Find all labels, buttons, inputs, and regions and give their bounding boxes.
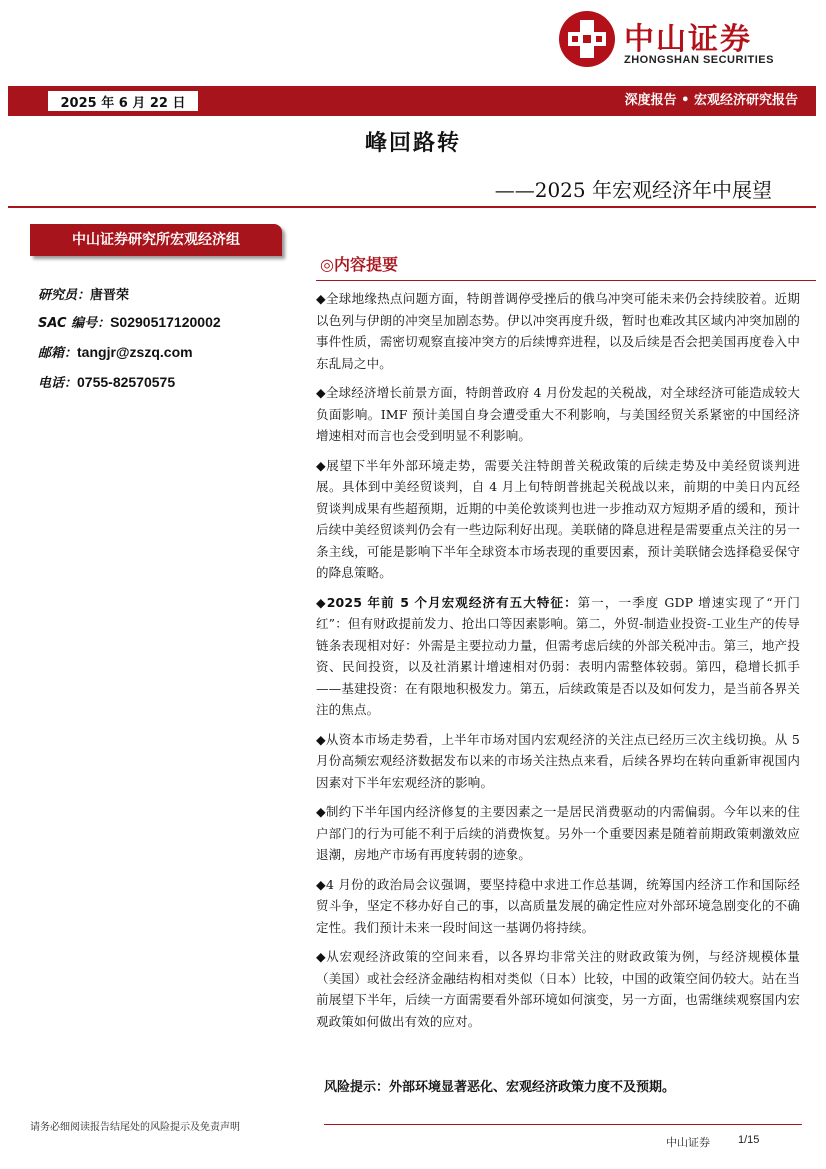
summary-heading: ◎内容提要 <box>320 255 398 274</box>
contact-label: 邮箱： <box>38 346 78 361</box>
contact-label: 研究员： <box>38 288 91 303</box>
company-logo <box>558 10 798 70</box>
report-type: 深度报告 • 宏观经济研究报告 <box>624 93 798 108</box>
footer-disclaimer: 请务必细阅读报告结尾处的风险提示及免责声明 <box>30 1122 240 1133</box>
summary-paragraph: ◆从资本市场走势看，上半年市场对国内宏观经济的关注点已经历三次主线切换。从 5 月份高频宏观经济数据发布以来的市场关注热点来看，后续各界均在转向重新审视国内因素对下半年宏观经济的影响。 <box>316 731 800 790</box>
contact-email <box>38 342 193 361</box>
summary-paragraph: ◆2025 年前 5 个月宏观经济有五大特征：第一，一季度 GDP 增速实现了“开门红”：但有财政提前发力、抢出口等因素影响。第二，外贸-制造业投资-工业生产的传导链条表现相对好：外需是主要拉动力量，但需考虑后续的外部关税冲击。第三，地产投资、民间投资，以及社消累计增速相对仍弱：表明内需整体较弱。第四，稳增长抓手——基建投资：在有限地积极发力。第五，后续政策是否以及如何发力，是当前各界关注的焦点。 <box>316 594 800 717</box>
summary-paragraph: ◆全球地缘热点问题方面，特朗普调停受挫后的俄乌冲突可能未来仍会持续胶着。近期以色列与伊朗的冲突呈加剧态势。伊以冲突再度升级，暂时也难改其区域内冲突加剧的事件性质，需密切观察直接冲突方的后续博弈进程，以及后续是否会把美国再度卷入中东乱局之中。 <box>316 291 800 371</box>
footer-company: 中山证券 <box>666 1136 710 1149</box>
summary-divider <box>316 280 816 281</box>
zhongshan-logo-icon <box>558 10 616 68</box>
header-bar <box>8 86 816 116</box>
contact-value: S0290517120002 <box>110 314 221 330</box>
logo-text-cn: 中山证券 <box>624 22 752 57</box>
risk-warning: 风险提示：外部环境显著恶化、宏观经济政策力度不及预期。 <box>324 1080 676 1095</box>
summary-paragraph: ◆展望下半年外部环境走势，需要关注特朗普关税政策的后续走势及中美经贸谈判进展。具体到中美经贸谈判，自 4 月上旬特朗普挑起关税战以来，前期的中美日内瓦经贸谈判成果有些超预期，近期的中美伦敦谈判也进一步推动双方短期矛盾的缓和，预计后续中美经贸谈判仍会有一些边际利好出现。美联储的降息进程是需要重点关注的另一条主线，可能是影响下半年全球资本市场表现的重要因素，预计美联储会选择稳妥保守的降息策略。 <box>316 457 800 580</box>
summary-paragraph: ◆全球经济增长前景方面，特朗普政府 4 月份发起的关税战，对全球经济可能造成较大负面影响。IMF 预计美国自身会遭受重大不利影响，与美国经贸关系紧密的中国经济增速相对而言也会受到明显不利影响。 <box>316 385 800 443</box>
summary-body <box>316 288 800 1032</box>
contact-sac <box>38 312 221 331</box>
title-divider <box>8 206 816 208</box>
contact-value: 唐晋荣 <box>90 288 130 303</box>
summary-paragraph: ◆从宏观经济政策的空间来看，以各界均非常关注的财政政策为例，与经济规模体量（美国）或社会经济金融结构相对类似（日本）比较，中国的政策空间仍较大。站在当前展望下半年，后续一方面需要看外部环境如何演变，另一方面，也需继续观察国内宏观政策如何做出有效的应对。 <box>316 949 800 1029</box>
contact-analyst <box>38 284 129 303</box>
report-date: 2025 年 6 月 22 日 <box>48 91 198 111</box>
email-link[interactable]: tangjr@zszq.com <box>77 344 193 360</box>
contact-label: 电话： <box>38 376 78 391</box>
logo-text-en: ZHONGSHAN SECURITIES <box>624 54 774 66</box>
page-number: 1/15 <box>738 1134 760 1146</box>
report-title: 峰回路转 <box>364 131 461 156</box>
summary-paragraph: ◆4 月份的政治局会议强调，要坚持稳中求进工作总基调，统筹国内经济工作和国际经贸斗争，坚定不移办好自己的事，以高质量发展的确定性应对外部环境急剧变化的不确定性。我们预计未来一段时间这一基调仍将持续。 <box>316 876 800 935</box>
footer-divider <box>324 1124 802 1125</box>
contact-phone <box>38 372 175 391</box>
research-team-label: 中山证券研究所宏观经济组 <box>30 224 282 256</box>
summary-paragraph: ◆制约下半年国内经济修复的主要因素之一是居民消费驱动的内需偏弱。今年以来的住户部门的行为可能不利于后续的消费恢复。另外一个重要因素是随着前期政策刺激效应退潮，房地产市场有再度转弱的迹象。 <box>316 804 800 862</box>
report-subtitle: ——2025 年宏观经济年中展望 <box>494 178 772 202</box>
contact-value: 0755-82570575 <box>77 374 176 390</box>
contact-label: SAC 编号： <box>38 316 111 331</box>
